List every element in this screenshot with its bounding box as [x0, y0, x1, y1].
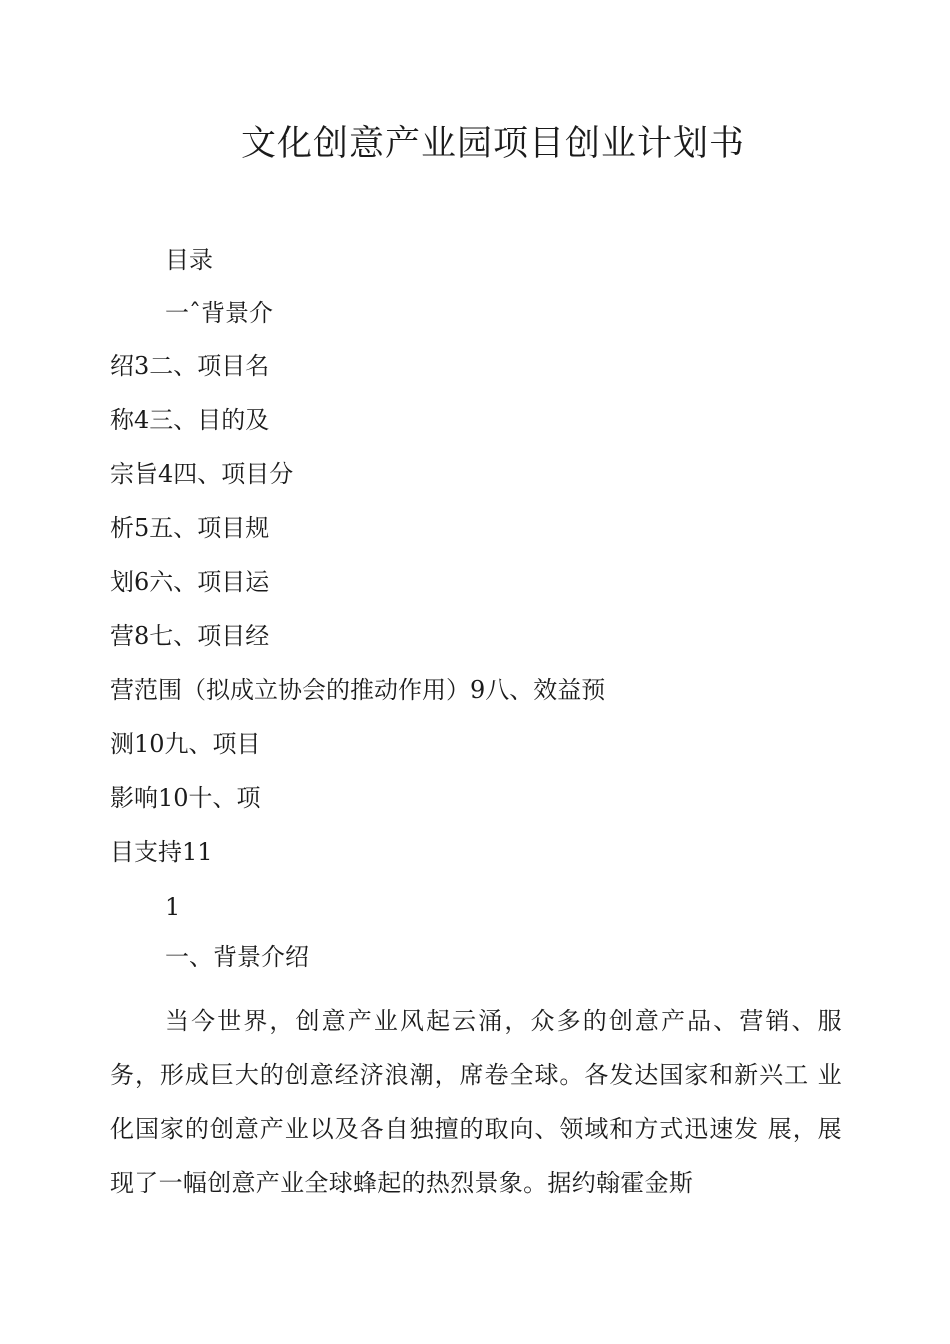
body-paragraph: 当今世界，创意产业风起云涌，众多的创意产品、营销、服务，形成巨大的创意经济浪潮，席卷全球。各发达国家和新兴工 业化国家的创意产业以及各自独擅的取向、领域和方式迅速发 展，展现了一幅创意产业全球蜂起的热烈景象。据约翰霍金斯	[110, 1007, 842, 1197]
toc-heading: 目录	[165, 246, 213, 274]
toc-line: 划6六、项目运	[110, 568, 270, 596]
document-title: 文化创意产业园项目创业计划书	[240, 124, 745, 164]
section-heading: 一、背景介绍	[165, 943, 309, 971]
toc-line: 影响10十、项	[110, 784, 261, 812]
toc-line: 称4三、目的及	[110, 406, 270, 434]
page-number: 1	[165, 893, 181, 921]
toc-line: 营8七、项目经	[110, 622, 270, 650]
toc-line: 目支持11	[110, 838, 213, 866]
toc-line: 营范围（拟成立协会的推动作用）9八、效益预	[110, 676, 606, 704]
toc-line: 宗旨4四、项目分	[110, 460, 294, 488]
toc-line: 一ˆ背景介	[165, 299, 273, 327]
toc-line: 析5五、项目规	[110, 514, 270, 542]
toc-line: 测10九、项目	[110, 730, 261, 758]
toc-line: 绍3二、项目名	[110, 352, 270, 380]
